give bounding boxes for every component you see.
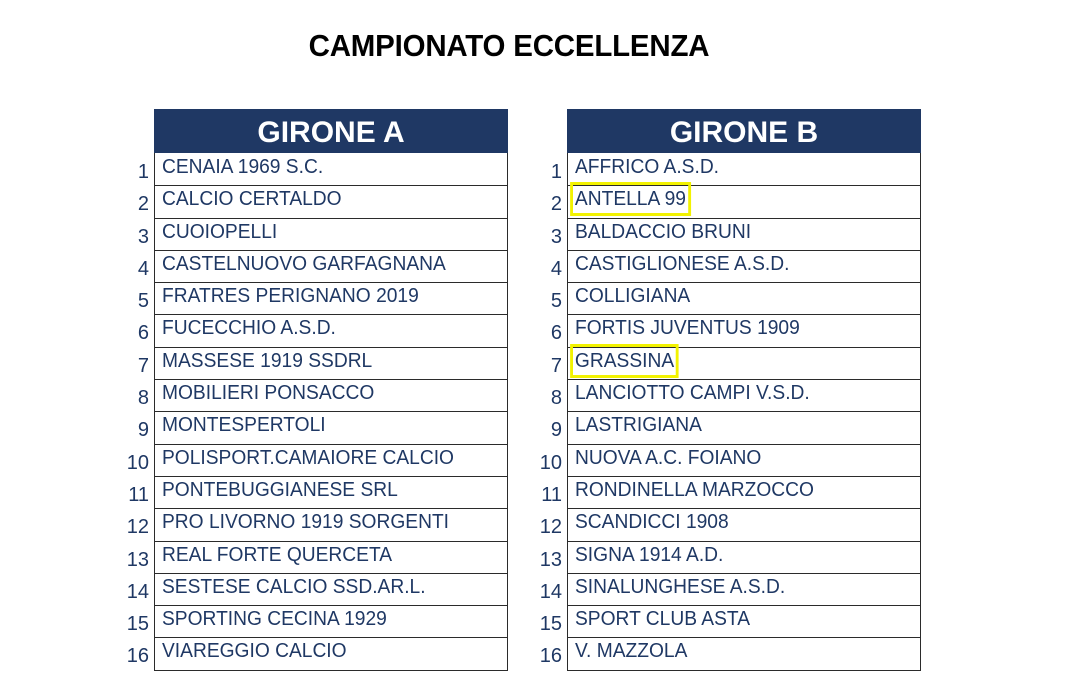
team-name: FUCECCHIO A.S.D. [162,317,336,340]
team-cell [154,411,508,444]
team-name: AFFRICO A.S.D. [575,156,720,178]
team-cell [154,444,508,477]
team-cell [154,605,508,638]
team-name: FORTIS JUVENTUS 1909 [575,317,800,340]
team-cell [154,314,508,347]
team-cell [154,185,508,218]
team-name: PRO LIVORNO 1919 SORGENTI [162,511,450,534]
table-row [117,476,508,508]
team-position-number: 12 [126,516,149,539]
team-cell [154,573,508,606]
team-position-number: 16 [126,645,149,668]
team-list [117,153,508,670]
team-name: COLLIGIANA [575,285,691,308]
team-position-number: 2 [550,193,562,216]
team-position-number: 7 [550,354,562,377]
team-cell [567,250,921,283]
team-position-number: 15 [126,613,149,636]
team-name: PONTEBUGGIANESE SRL [162,478,398,501]
table-row [530,476,921,508]
team-position-number: 13 [126,548,149,571]
table-row [530,347,921,379]
team-list [530,153,921,670]
table-row [117,605,508,637]
team-cell [567,314,921,347]
team-position-number: 6 [550,322,562,345]
team-name: BALDACCIO BRUNI [575,220,752,243]
team-cell [567,379,921,412]
team-position-number: 11 [541,483,562,506]
team-name: MOBILIERI PONSACCO [162,382,375,405]
table-row [117,314,508,346]
team-position-number: 1 [137,161,149,183]
team-name-highlighted: GRASSINA [573,347,676,375]
team-position-number: 3 [550,225,562,248]
table-row [530,185,921,217]
team-name: SINALUNGHESE A.S.D. [575,575,786,598]
team-name: SCANDICCI 1908 [575,511,729,534]
table-row [117,282,508,314]
table-row [117,444,508,476]
team-cell [567,282,921,315]
team-name-highlighted: ANTELLA 99 [573,185,688,213]
table-row [530,573,921,605]
group-table-a [117,109,508,670]
team-name: RONDINELLA MARZOCCO [575,478,814,501]
team-position-number: 5 [137,290,149,313]
team-name: CASTELNUOVO GARFAGNANA [162,252,446,275]
team-name: MASSESE 1919 SSDRL [162,349,373,372]
team-cell [154,218,508,251]
table-row [117,573,508,605]
team-position-number: 13 [539,548,562,571]
table-row [117,347,508,379]
team-position-number: 7 [137,354,149,377]
team-position-number: 9 [137,419,149,442]
team-cell [567,476,921,509]
team-position-number: 4 [550,257,562,280]
team-position-number: 8 [137,387,149,410]
team-position-number: 5 [550,290,562,313]
table-row [530,314,921,346]
table-row [117,185,508,217]
team-cell [567,541,921,574]
team-cell [567,218,921,251]
team-cell [154,476,508,509]
team-position-number: 1 [550,161,562,183]
team-name: SPORT CLUB ASTA [575,608,751,631]
team-name: CASTIGLIONESE A.S.D. [575,252,790,275]
team-cell [154,153,508,186]
team-position-number: 9 [550,419,562,442]
table-row [530,508,921,540]
table-row [530,605,921,637]
team-cell [567,573,921,606]
table-row [117,250,508,282]
team-cell [567,347,921,380]
team-position-number: 10 [539,451,562,474]
team-position-number: 6 [137,322,149,345]
team-name: SPORTING CECINA 1929 [162,608,387,631]
team-name: REAL FORTE QUERCETA [162,543,393,566]
team-position-number: 8 [550,387,562,410]
team-position-number: 16 [539,645,562,668]
team-position-number: 12 [539,516,562,539]
team-cell [567,637,921,670]
team-cell [567,605,921,638]
team-cell [154,250,508,283]
team-position-number: 14 [126,580,149,603]
group-header: GIRONE A [154,109,508,153]
table-row [117,153,508,185]
team-name: SESTESE CALCIO SSD.AR.L. [162,575,426,598]
team-position-number: 4 [137,257,149,280]
table-row [117,541,508,573]
team-name: MONTESPERTOLI [162,414,326,437]
group-table-b [530,109,921,670]
team-cell [154,637,508,670]
team-position-number: 11 [128,483,149,506]
team-name: CENAIA 1969 S.C. [162,156,324,178]
page-title: CAMPIONATO ECCELLENZA [308,28,710,63]
table-row [530,153,921,185]
table-row [530,218,921,250]
table-row [530,541,921,573]
table-row [117,508,508,540]
team-cell [154,541,508,574]
table-row [530,444,921,476]
team-cell [567,411,921,444]
team-cell [154,282,508,315]
team-name: CUOIOPELLI [162,220,278,243]
team-position-number: 14 [539,580,562,603]
table-row [530,282,921,314]
team-position-number: 2 [137,193,149,216]
team-name: V. MAZZOLA [575,640,688,663]
table-row [117,637,508,669]
team-cell [567,153,921,186]
team-cell [567,185,921,218]
team-position-number: 3 [137,225,149,248]
team-cell [567,444,921,477]
table-row [530,379,921,411]
team-name: NUOVA A.C. FOIANO [575,446,762,469]
team-position-number: 10 [126,451,149,474]
team-cell [154,379,508,412]
table-row [530,250,921,282]
team-position-number: 15 [539,613,562,636]
team-name: FRATRES PERIGNANO 2019 [162,285,419,308]
team-cell [567,508,921,541]
team-name: LASTRIGIANA [575,414,702,437]
team-name: VIAREGGIO CALCIO [162,640,347,663]
team-cell [154,347,508,380]
team-name: CALCIO CERTALDO [162,188,342,211]
table-row [117,218,508,250]
team-name: SIGNA 1914 A.D. [575,543,724,566]
team-name: LANCIOTTO CAMPI V.S.D. [575,382,810,405]
table-row [530,637,921,669]
team-cell [154,508,508,541]
team-name: POLISPORT.CAMAIORE CALCIO [162,446,454,469]
table-row [117,379,508,411]
table-row [530,411,921,443]
group-header: GIRONE B [567,109,921,153]
table-row [117,411,508,443]
